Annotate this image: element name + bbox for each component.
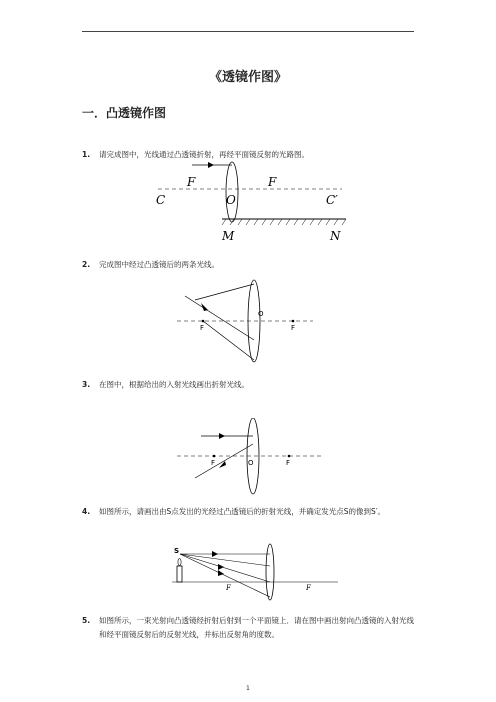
figure-4-lens-candle [170, 542, 340, 602]
optical-center-label: O [226, 193, 236, 207]
ray-arrow [208, 162, 214, 168]
question-text: 在图中，根据给出的入射光线画出折射光线。 [99, 380, 249, 389]
incident-ray-lower [203, 321, 254, 360]
figure-1-lens-mirror [150, 160, 350, 245]
mirror-hatching [222, 219, 346, 225]
focus-label-left: F [226, 584, 231, 592]
focus-label-right: F [268, 175, 277, 189]
optical-center-label: O [248, 459, 254, 467]
convex-lens [226, 162, 238, 222]
focus-point-right [292, 320, 295, 323]
optical-center-label: O [258, 310, 264, 318]
candle-flame [178, 559, 181, 566]
focus-label-right: F [306, 584, 311, 592]
question-number: 1. [82, 150, 91, 159]
question-text: 如图所示，请画出由S点发出的光经过凸透镜后的折射光线，并确定发光点S的像到S′。 [99, 507, 385, 516]
focus-label-right: F [286, 459, 291, 467]
ray-arrow [212, 551, 218, 557]
page-number: 1 [245, 684, 251, 692]
ray-center [180, 554, 270, 582]
focus-label-left: F [187, 175, 196, 189]
question-number: 3. [82, 380, 91, 389]
question-text: 请完成图中，光线通过凸透镜折射，再经平面镜反射的光路图。 [99, 150, 309, 159]
mirror-label-n: N [330, 229, 341, 243]
focus-point-left [213, 455, 216, 458]
question-number: 2. [82, 260, 91, 269]
section-title: 一．凸透镜作图 [82, 106, 167, 120]
focus-label-right: F [291, 324, 296, 332]
question-text: 完成图中经过凸透镜后的两条光线。 [99, 260, 219, 269]
ray-arrow [219, 433, 225, 439]
convex-lens [266, 544, 274, 600]
ray-focus [180, 554, 270, 597]
figure-2-lens [175, 278, 315, 363]
ray-arrow [218, 564, 224, 570]
incident-ray-focus [195, 444, 253, 478]
header-rule [82, 31, 414, 32]
figure-3-lens [175, 418, 325, 498]
document-title: 《透镜作图》 [208, 70, 287, 85]
focus-point-right [288, 455, 291, 458]
candle [177, 566, 182, 582]
ray-arrow [218, 570, 224, 576]
question-number: 4. [82, 507, 91, 516]
light-source-label: S [174, 547, 180, 555]
focus-label-left: F [211, 459, 216, 467]
ray-mid [180, 554, 270, 566]
question-text: 如图所示，一束光射向凸透镜经折射后射到一个平面镜上．请在图中画出射向凸透镜的入射光线和经平面镜反射后的反射光线，并标出反射角的度数。 [99, 616, 414, 639]
focus-label-left: F [200, 324, 205, 332]
focus-point-left [202, 320, 205, 323]
incident-ray-upper [195, 284, 254, 300]
point-label-c: C [156, 193, 166, 207]
mirror-label-m: M [222, 229, 235, 243]
point-label-c-prime: C′ [326, 193, 338, 207]
question-number: 5. [82, 616, 91, 625]
